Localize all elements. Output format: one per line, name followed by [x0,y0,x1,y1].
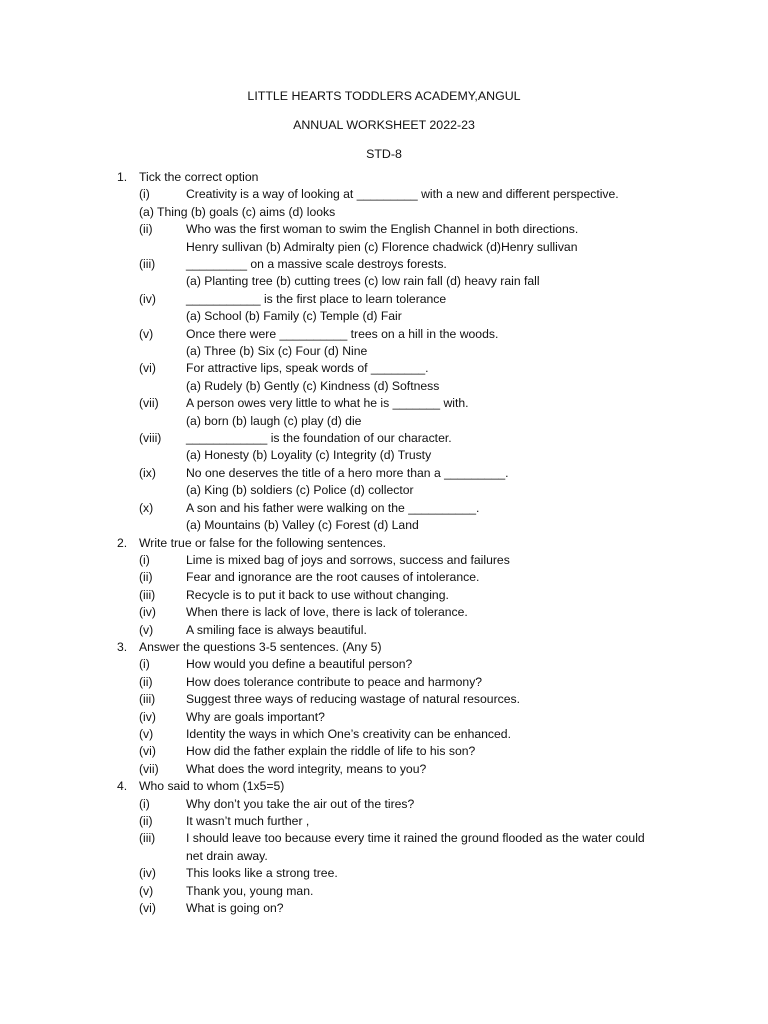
list-item [0,761,768,778]
item-text: A son and his father were walking on the __________. [186,500,480,515]
list-item [0,500,768,517]
question-title: Write true or false for the following sentences. [139,535,387,550]
item-text: This looks like a strong tree. [186,866,338,881]
item-options: Henry sullivan (b) Admiralty pien (c) Florence chadwick (d)Henry sullivan [186,239,578,254]
item-options: (a) Thing (b) goals (c) aims (d) looks [139,204,336,219]
item-numeral: (vi) [139,744,156,759]
item-numeral: (x) [139,500,154,515]
item-numeral: (iii) [139,831,156,846]
item-numeral: (iii) [139,587,156,602]
list-item [0,587,768,604]
item-text: ___________ is the first place to learn tolerance [186,291,447,306]
list-item [0,395,768,412]
item-numeral: (i) [139,657,150,672]
question-2-heading [0,535,768,552]
question-1-heading [0,169,768,186]
list-item [0,622,768,639]
item-text: _________ on a massive scale destroys forests. [186,257,447,272]
item-text: Fear and ignorance are the root causes of intolerance. [186,570,480,585]
standard-label: STD-8 [366,147,402,161]
item-numeral: (viii) [139,431,162,446]
item-text: What is going on? [186,901,284,915]
item-numeral: (i) [139,552,150,567]
item-text: How did the father explain the riddle of life to his son? [186,744,476,759]
question-title: Tick the correct option [139,170,259,184]
item-text: How does tolerance contribute to peace and harmony? [186,674,483,689]
list-item [0,569,768,586]
item-numeral: (ix) [139,465,156,480]
list-item [0,691,768,708]
item-options: (a) born (b) laugh (c) play (d) die [186,413,362,428]
list-item [0,221,768,238]
item-text: A smiling face is always beautiful. [186,622,367,637]
item-numeral: (iii) [139,257,156,272]
item-text: Once there were __________ trees on a hill in the woods. [186,326,499,341]
item-text: It wasn’t much further , [186,813,310,828]
item-text: Identity the ways in which One’s creativity can be enhanced. [186,726,511,741]
item-text: Suggest three ways of reducing wastage of natural resources. [186,692,520,707]
list-item [0,656,768,673]
item-options: (a) King (b) soldiers (c) Police (d) collector [186,483,414,498]
item-text: Why are goals important? [186,709,325,724]
question-title: Who said to whom (1x5=5) [139,779,285,794]
item-numeral: (iii) [139,692,156,707]
item-numeral: (v) [139,883,154,898]
item-text: Who was the first woman to swim the English Channel in both directions. [186,222,579,237]
item-numeral: (iv) [139,866,156,881]
list-item [0,865,768,882]
list-item [0,883,768,900]
item-options: (a) Planting tree (b) cutting trees (c) low rain fall (d) heavy rain fall [186,274,540,289]
item-text: ____________ is the foundation of our character. [186,431,452,446]
question-3-heading [0,639,768,656]
item-numeral: (vi) [139,361,156,376]
item-text: What does the word integrity, means to you? [186,761,427,776]
school-name: LITTLE HEARTS TODDLERS ACADEMY,ANGUL [247,89,521,103]
list-item [0,830,768,865]
list-item [0,604,768,621]
list-item [0,813,768,830]
questions-content [0,169,768,917]
item-text: A person owes very little to what he is _______ with. [186,396,469,411]
item-numeral: (ii) [139,570,153,585]
item-numeral: (vi) [139,901,156,915]
item-text: When there is lack of love, there is lack of tolerance. [186,605,468,620]
item-numeral: (vii) [139,396,159,411]
item-numeral: (ii) [139,813,153,828]
list-item [0,186,768,203]
item-options: (a) Honesty (b) Loyality (c) Integrity (d) Trusty [186,448,432,463]
question-number: 4. [117,779,128,794]
list-item [0,326,768,343]
item-text: Recycle is to put it back to use without changing. [186,587,449,602]
list-item [0,256,768,273]
question-number: 1. [117,170,128,184]
item-numeral: (i) [139,187,150,202]
list-item [0,360,768,377]
item-numeral: (i) [139,796,150,811]
question-4-heading [0,778,768,795]
item-numeral: (v) [139,326,154,341]
list-item [0,709,768,726]
worksheet-title: ANNUAL WORKSHEET 2022-23 [293,118,475,132]
item-text: For attractive lips, speak words of ________. [186,361,429,376]
list-item [0,726,768,743]
item-options: (a) School (b) Family (c) Temple (d) Fair [186,309,402,324]
item-numeral: (iv) [139,291,156,306]
item-numeral: (v) [139,726,154,741]
list-item [0,430,768,447]
item-numeral: (v) [139,622,154,637]
question-number: 2. [117,535,128,550]
item-text: Creativity is a way of looking at _________ with a new and different perspective. [186,187,619,202]
item-options: (a) Three (b) Six (c) Four (d) Nine [186,344,368,359]
list-item [0,743,768,760]
item-options: (a) Rudely (b) Gently (c) Kindness (d) Softness [186,378,440,393]
question-title: Answer the questions 3-5 sentences. (Any 5) [139,639,382,654]
item-numeral: (iv) [139,709,156,724]
list-item [0,465,768,482]
list-item [0,291,768,308]
list-item [0,674,768,691]
list-item [0,552,768,569]
item-options: (a) Mountains (b) Valley (c) Forest (d) Land [186,518,419,533]
question-number: 3. [117,639,128,654]
item-numeral: (ii) [139,674,153,689]
item-text: I should leave too because every time it rained the ground flooded as the water could net drain away. [186,831,645,863]
item-text: Thank you, young man. [186,883,314,898]
list-item [0,796,768,813]
list-item [0,900,768,917]
item-text: How would you define a beautiful person? [186,657,413,672]
item-numeral: (vii) [139,761,159,776]
item-text: No one deserves the title of a hero more than a _________. [186,465,509,480]
item-numeral: (iv) [139,605,156,620]
item-text: Lime is mixed bag of joys and sorrows, success and failures [186,552,510,567]
item-numeral: (ii) [139,222,153,237]
item-text: Why don’t you take the air out of the tires? [186,796,415,811]
